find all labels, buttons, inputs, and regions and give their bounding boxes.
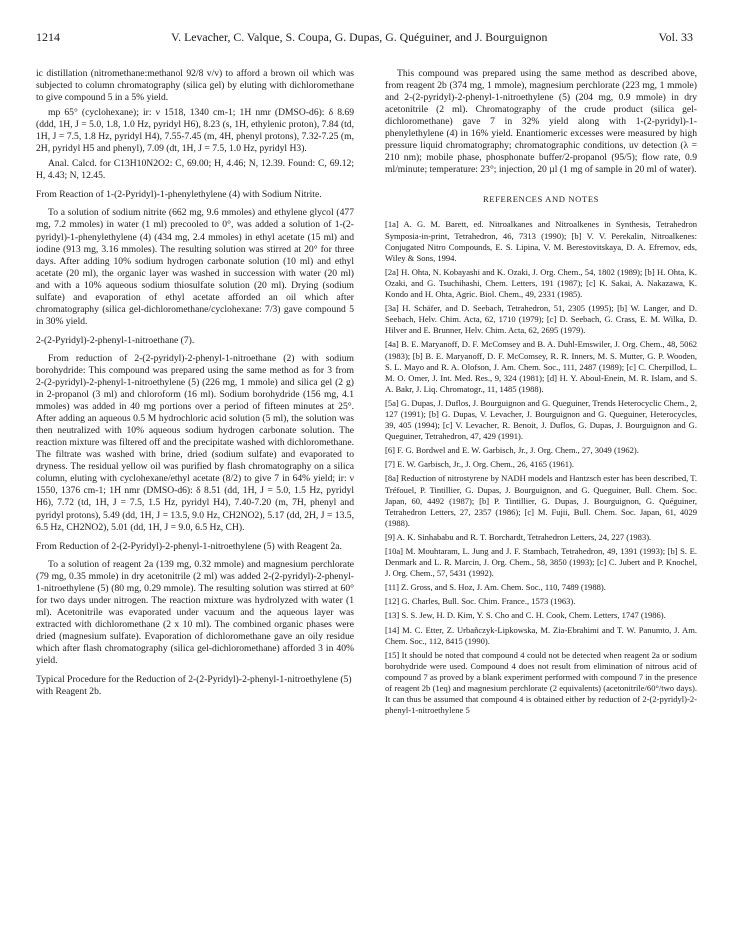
paragraph: This compound was prepared using the same method as described above, from reagent 2b (374 mg, 1 mmole), magnesium perchlorate (223 mg, 1 mmole) and 2-(2-pyridyl)-2-phenyl-1-nitroethylene (5) (204 mg, 0.9 mmole) in dry acetonitrile (2 ml). Chromatography of the crude product (silica gel-dichloromethane) gave 7 in 32% yield along with 1-(2-pyridyl)-1-phenylethylene (4) in 16% yield. Enantiomeric excesses were measured by high pressure liquid chromatography; chromatographic conditions, uv detection (λ = 210 nm); mobile phase, phosphonate buffer/2-propanol (95/5); flow rate, 0.9 ml/minute; temperature: 23°; injection, 20 µl (1 mg of sample in 20 ml of water).	[385, 68, 697, 176]
paragraph: To a solution of reagent 2a (139 mg, 0.32 mmole) and magnesium perchlorate (79 mg, 0.35 mmole) in dry acetonitrile (2 ml) was added 2-(2-pyridyl)-2-phenyl-1-nitroethylene (5) (80 mg, 0.29 mmole). The resulting solution was stirred at 60° for two days under nitrogen. The reaction mixture was hydrolyzed with water (1 ml). Acetonitrile was evaporated under vacuum and the aqueous layer was extracted with dichloromethane (2 x 10 ml). The combined organic phases were dried (magnesium sulfate). Evaporation of dichloromethane gave an oily residue which after flash chromatography (silica gel-dichloromethane) afforded 3 in 40% yield.	[36, 558, 354, 666]
reference-item: [1a] A. G. M. Barett, ed. Nitroalkanes and Nitroalkenes in Synthesis, Tetrahedron Symposia-in-print, Tetrahedron, 46, 7313 (1990); [b] V. V. Perekalin, Nitroalkenes: Conjugated Nitro Compounds, E. S. Lipina, V. M. Berestovitskaya, D. A. Efremov, eds, Wiley & Sons, 1994.	[385, 219, 697, 263]
reference-item: [8a] Reduction of nitrostyrene by NADH models and Hantzsch ester has been described, T. Tréfouel, P. Tintillier, G. Dupas, J. Bourguignon, and G. Queguiner, Bull. Chem. Soc. Japan, 60, 4492 (1987); [b] P. Tintillier, G. Dupas, J. Bourguignon, G. Quéguiner, Tetrahedron Letters, 27, 2357 (1986); [c] M. Fujii, Bull. Chem. Soc. Japan, 61, 4029 (1988).	[385, 473, 697, 528]
reference-item: [2a] H. Ohta, N. Kobayashi and K. Ozaki, J. Org. Chem., 54, 1802 (1989); [b] H. Ohta, K. Ozaki, and G. Tsuchihashi, Chem. Letters, 191 (1987); [c] K. Sakai, A. Nakazawa, K. Kondo and H. Ohta, Agric. Biol. Chem., 49, 2331 (1985).	[385, 266, 697, 300]
section-heading: Typical Procedure for the Reduction of 2-(2-Pyridyl)-2-phenyl-1-nitroethylene (5) with Reagent 2b.	[36, 674, 352, 698]
section-heading: From Reaction of 1-(2-Pyridyl)-1-phenylethylene (4) with Sodium Nitrite.	[36, 189, 322, 201]
paragraph: Anal. Calcd. for C13H10N2O2: C, 69.00; H, 4.46; N, 12.39. Found: C, 69.12; H, 4.43; N, 12.45.	[36, 158, 354, 182]
reference-item: [13] S. S. Jew, H. D. Kim, Y. S. Cho and C. H. Cook, Chem. Letters, 1747 (1986).	[385, 610, 666, 621]
reference-item: [5a] G. Dupas, J. Duflos, J. Bourguignon and G. Queguiner, Trends Heterocyclic Chem., 2, 127 (1991); [b] G. Dupas, V. Levacher, J. Bourguignon and G. Queguiner, Heterocycles, 39, 405 (1994); [c] V. Levacher, R. Benoit, J. Duflos, G. Dupas, J. Bourguignon and G. Queguiner, Tetrahedron, 47, 429 (1991).	[385, 397, 697, 442]
references-title: REFERENCES AND NOTES	[482, 194, 600, 205]
paragraph: mp 65° (cyclohexane); ir: ν 1518, 1340 cm-1; 1H nmr (DMSO-d6): δ 8.69 (ddd, 1H, J = 5.0, 1.8, 1.0 Hz, pyridyl H6), 8.23 (s, 1H, ethylenic proton), 7.84 (td, 1H, J = 7.5, 1.8 Hz, pyridyl H4), 7.55-7.45 (m, 4H, phenyl protons), 7.32-7.25 (m, 2H, pyridyl H5 and phenyl), 7.09 (dt, 1H, J = 7.5, 1.0 Hz, pyridyl H3).	[36, 107, 354, 155]
paragraph: ic distillation (nitromethane:methanol 92/8 v/v) to afford a brown oil which was subjected to column chromatography (silica gel) by eluting with dichloromethane to give compound 5 in a 5% yield.	[36, 68, 354, 104]
paragraph: To a solution of sodium nitrite (662 mg, 9.6 mmoles) and ethylene glycol (477 mg, 7.2 mmoles) in water (1 ml) precooled to 0°, was added a solution of 1-(2-pyridyl)-1-phenylethylene (4) (434 mg, 2.4 mmoles) in ethyl acetate (15 ml) and iodine (913 mg, 3.16 mmoles). The resulting solution was stirred at 20° for three days. After adding 10% sodium hydrogen carbonate solution (10 ml) and ethyl acetate (20 ml), the organic layer was washed in succession with water (20 ml) and with a 10% aqueous sodium thiosulfate solution (20 ml). Drying (sodium sulfate) and evaporation of ethyl acetate afforded an oil which after chromatography (silica gel-dichloromethane/cyclohexane: 7/3) gave compound 5 in 30% yield.	[36, 207, 354, 327]
page-number: 1214	[36, 30, 60, 44]
reference-item: [7] E. W. Garbisch, Jr., J. Org. Chem., 26, 4165 (1961).	[385, 459, 575, 470]
reference-item: [4a] B. E. Maryanoff, D. F. McComsey and B. A. Duhl-Emswiler, J. Org. Chem., 48, 5062 (1983); [b] B. E. Maryanoff, D. F. McComsey, R. R. Inners, M. S. Mutter, G. P. Wooden, S. L. Mayo and R. A. Olofson, J. Am. Chem. Soc., 111, 2487 (1989); [c] C. Cherpillod, L. M. O. Omer, J. Int. Med. Res., 9, 324 (1981); [d] H. Y. Aboul-Enein, M. R. Islam, and S. A. Bakr, J. Liq. Chromatogr., 11, 1485 (1988).	[385, 339, 697, 394]
paragraph: From reduction of 2-(2-pyridyl)-2-phenyl-1-nitroethane (2) with sodium borohydride: This compound was prepared using the same method as for 3 from 2-(2-pyridyl)-2-phenyl-1-nitroethylene (5) (226 mg, 1 mmole) and silica gel (2 g) in 2-propanol (3 ml) and chloroform (16 ml). Sodium borohydride (156 mg, 4.1 mmoles) was added in 40 mg portions over a period of fifteen minutes at 25°. After adding an aqueous 0.5 M hydrochloric acid solution (5 ml), the solution was then neutralized with 10% aqueous sodium hydrogen carbonate solution. The reaction mixture was filtered off and the precipitate washed with dichloromethane. The filtrate was washed with brine, dried (sodium sulfate) and evaporated to dryness. The residual yellow oil was purified by flash chromatography on a silica column, eluting with cyclohexane/ethyl acetate (8/2) to give 7 in 64% yield; ir: ν 1550, 1376 cm-1; 1H nmr (DMSO-d6): δ 8.51 (dd, 1H, J = 5.0, 1.5 Hz, pyridyl H6), 7.72 (td, 1H, J = 7.5, 1.5 Hz, pyridyl H4), 7.40-7.20 (m, 7H, phenyl and pyridyl protons), 5.49 (dd, 1H, J = 13.5, 9.0 Hz, CH2NO2), 5.17 (dd, 2H, J = 13.5, 6.5 Hz, CH2NO2), 5.01 (dd, 1H, J = 9.0, 6.5 Hz, CH).	[36, 352, 354, 533]
section-heading: 2-(2-Pyridyl)-2-phenyl-1-nitroethane (7).	[36, 334, 195, 346]
reference-item: [12] G. Charles, Bull. Soc. Chim. France., 1573 (1963).	[385, 596, 576, 607]
reference-item: [9] A. K. Sinhababu and R. T. Borchardt, Tetrahedron Letters, 24, 227 (1983).	[385, 531, 652, 542]
header-authors: V. Levacher, C. Valque, S. Coupa, G. Dupas, G. Quéguiner, and J. Bourguignon	[171, 30, 548, 44]
reference-item: [6] F. G. Bordwel and E. W. Garbisch, Jr., J. Org. Chem., 27, 3049 (1962).	[385, 445, 639, 456]
left-column	[36, 68, 354, 704]
reference-item: [11] Z. Gross, and S. Hoz, J. Am. Chem. Soc., 110, 7489 (1988).	[385, 582, 606, 593]
reference-item: [15] It should be noted that compound 4 could not be detected when reagent 2a or sodium borohydride were used. Compound 4 does not result from elimination of nitrous acid of compound 7 as proved by a blank experiment performed with compound 7 in the presence of reagent 2b (1eq) and magnesium perchlorate (2 equivalents) (acetonitrile/60°/two days). It can thus be assumed that compound 4 is obtained either by reduction of 2-(2-pyridyl)-2-phenyl-1-nitroethylene 5	[385, 649, 697, 716]
reference-item: [14] M. C. Etter, Z. Urbañczyk-Lipkowska, M. Zia-Ebrahimi and T. W. Panumto, J. Am. Chem. Soc., 112, 8415 (1990).	[385, 624, 697, 646]
right-column	[385, 68, 697, 719]
section-heading: From Reduction of 2-(2-Pyridyl)-2-phenyl-1-nitroethylene (5) with Reagent 2a.	[36, 540, 342, 552]
reference-item: [3a] H. Schäfer, and D. Seebach, Tetrahedron, 51, 2305 (1995); [b] W. Langer, and D. Seebach, Helv. Chim. Acta, 62, 1710 (1979); [c] D. Seebach, G. Crass, E. M. Wilka, D. Hilver and E. Brunner, Helv. Chim. Acta, 62, 2695 (1979).	[385, 303, 697, 336]
reference-item: [10a] M. Mouhtaram, L. Jung and J. F. Stambach, Tetrahedron, 49, 1391 (1993); [b] S. E. Denmark and L. R. Marcin, J. Org. Chem., 58, 3850 (1993); [c] C. Jubert and P. Knochel, J. Org. Chem., 57, 5431 (1992).	[385, 546, 697, 579]
reference-list	[385, 219, 697, 716]
running-header	[36, 30, 693, 46]
volume-label: Vol. 33	[658, 30, 693, 44]
